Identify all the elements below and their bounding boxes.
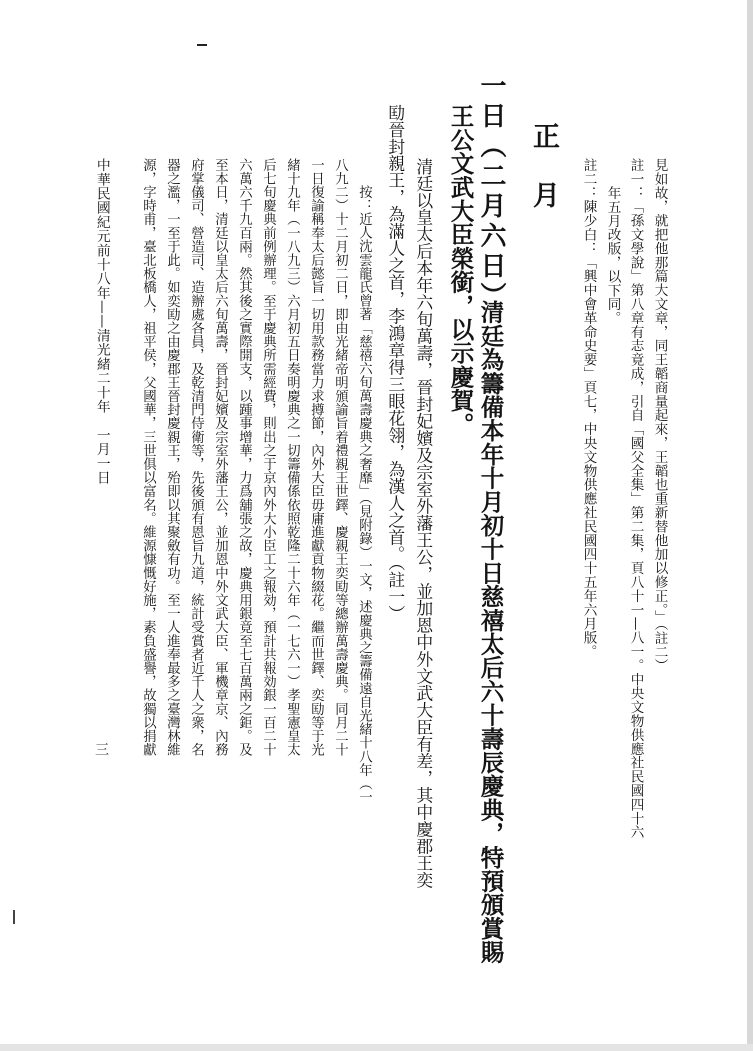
event-heading-line-1: 清廷為籌備本年十月初十日慈禧太后六十壽辰慶典，特預頒賞賜	[476, 300, 505, 964]
note-line-8: 府掌儀司、營造司、造辦處各員，及乾清門侍衛等，先後頒有恩旨九道，統計受賞者近千人之衆，名	[188, 158, 204, 757]
page-number: 三	[93, 742, 109, 756]
footnote-1: 註一：「孫文學說」第八章有志竟成，引自「國父全集」第二集，頁八十一—八一。中央文物供應社民國四十六	[627, 158, 644, 840]
scan-edge-bottom	[0, 1044, 753, 1051]
page-footer-era-line: 中華民國紀元前十八年——清光緒二十年 一月一日	[93, 158, 110, 485]
page-top-dash	[197, 44, 207, 46]
event-text-line-2: 劻晉封親王，為滿人之首，李鴻章得三眼花翎，為漢人之首。（註一）	[385, 104, 406, 623]
note-line-3: 一日復諭稱奉太后懿旨一切用款務當力求撙節，內外大臣毋庸進獻貢物綴花。繼而世鐸、奕劻等于光	[308, 158, 324, 757]
note-line-4: 緒十九年（一八九三）六月初五日奏明慶典之一切籌備係依照乾隆二十六年（一七六一）孝聖憲皇太	[284, 158, 300, 757]
footnote-2: 註二：陳少白：「興中會革命史要」頁七，中央文物供應社民國四十五年六月版。	[580, 158, 597, 659]
note-line-2: 八九二）十二月初二日，即由光緒帝明頒諭旨着禮親王世鐸、慶親王奕劻等總辦萬壽慶典。同月二十	[332, 158, 348, 757]
note-line-5: 后七旬慶典前例辦理。至于慶典所需經費，則出之于京內外大小臣工之報効，預計共報効銀一百二十	[260, 158, 276, 757]
text-column-continuation: 見如故，就把他那篇大文章，同王韜商量起來，王韜也重新替他加以修正。」（註二）	[651, 158, 668, 673]
note-line-1: 按：近人沈雲龍氏曾著「慈禧六旬萬壽慶典之奢靡」（見附錄）一文，述慶典之籌備遠自光緒十八年（一	[356, 185, 372, 804]
scan-edge-right	[747, 0, 753, 1051]
note-line-9: 器之濫，一至于此。如奕劻之由慶郡王晉封慶親王，殆即以其聚斂有功。至一人進奉最多之臺灣林維	[164, 158, 180, 757]
note-line-7: 至本日，清廷以皇太后六旬萬壽，晉封妃嬪及宗室外藩王公，並加恩中外文武大臣、軍機章京、內務	[212, 158, 228, 757]
event-heading-line-2: 王公文武大臣榮銜，以示慶賀。	[446, 104, 475, 436]
month-title: 正月	[528, 122, 559, 240]
event-text-line-1: 清廷以皇太后本年六旬萬壽，晉封妃嬪及宗室外藩王公，並加恩中外文武大臣有差，其中慶郡王奕	[413, 158, 434, 889]
scan-speck	[13, 910, 15, 924]
note-line-6: 六萬六千九百兩。然其後之實際開支，以踵事增華，力爲舖張之故，慶典用銀竟至七百萬兩之鉅。及	[236, 158, 252, 757]
footnote-1-continued: 年五月改版，以下同。	[604, 186, 621, 325]
day-heading: 一日（二月六日）	[476, 72, 506, 312]
note-line-10: 源，字時甫，臺北板橋人，祖平侯，父國華，三世俱以富名。維源慷慨好施，素負盛譽，故獨以捐獻	[140, 158, 156, 757]
